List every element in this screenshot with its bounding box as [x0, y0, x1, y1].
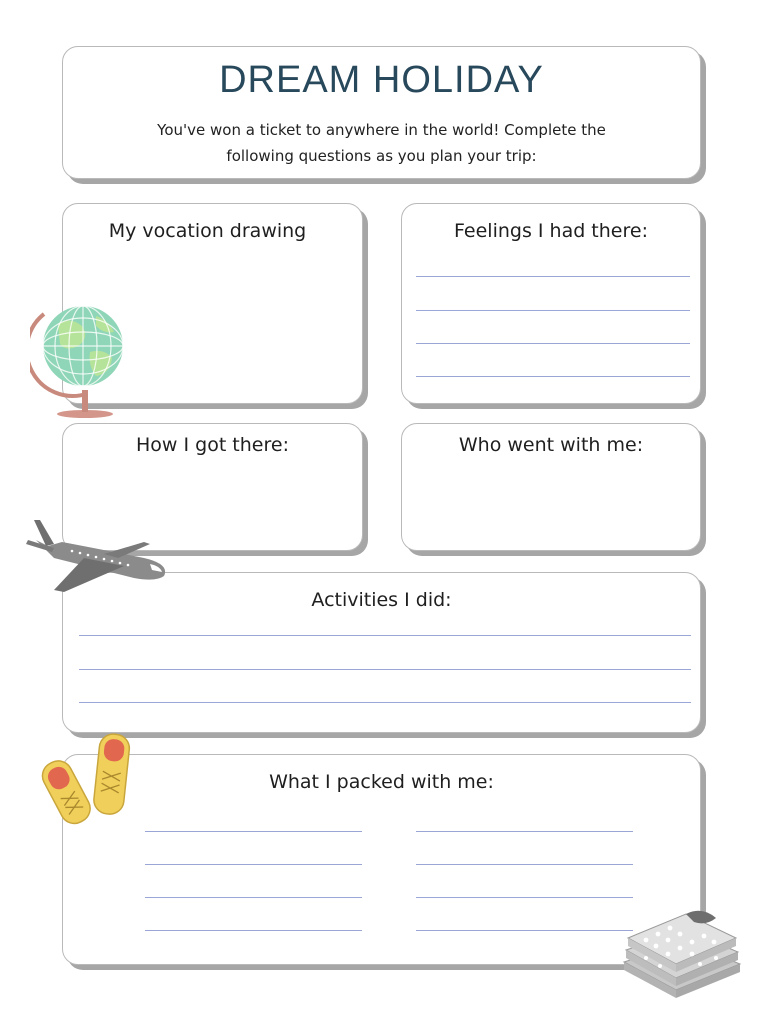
subtitle-line-2: following questions as you plan your trip: — [226, 147, 537, 165]
writing-line[interactable] — [145, 864, 362, 865]
sneakers-icon — [34, 730, 134, 830]
how-title: How I got there: — [136, 434, 289, 456]
who-answer-area[interactable] — [412, 468, 690, 540]
drawing-title: My vocation drawing — [108, 220, 307, 242]
writing-line[interactable] — [79, 702, 691, 703]
packed-card — [62, 754, 701, 965]
folded-clothes-icon — [616, 898, 744, 1008]
page-title: DREAM HOLIDAY — [219, 59, 544, 101]
drawing-area[interactable] — [123, 254, 352, 393]
writing-line[interactable] — [145, 831, 362, 832]
writing-line[interactable] — [416, 343, 690, 344]
writing-line[interactable] — [79, 669, 691, 670]
activities-title: Activities I did: — [311, 589, 452, 611]
writing-line[interactable] — [416, 276, 690, 277]
feelings-title: Feelings I had there: — [454, 220, 648, 242]
writing-line[interactable] — [416, 376, 690, 377]
writing-line[interactable] — [416, 310, 690, 311]
title-card — [62, 46, 701, 179]
airplane-icon — [24, 518, 174, 598]
subtitle-line-1: You've won a ticket to anywhere in the world! Complete the — [157, 121, 606, 139]
writing-line[interactable] — [79, 635, 691, 636]
writing-line[interactable] — [416, 864, 633, 865]
packed-title: What I packed with me: — [269, 771, 494, 793]
writing-line[interactable] — [145, 930, 362, 931]
writing-line[interactable] — [416, 930, 633, 931]
who-title: Who went with me: — [458, 434, 644, 456]
page-subtitle — [113, 117, 650, 169]
who-card — [401, 423, 701, 551]
writing-line[interactable] — [416, 831, 633, 832]
globe-icon — [30, 296, 130, 420]
writing-line[interactable] — [145, 897, 362, 898]
writing-line[interactable] — [416, 897, 633, 898]
feelings-card — [401, 203, 701, 404]
